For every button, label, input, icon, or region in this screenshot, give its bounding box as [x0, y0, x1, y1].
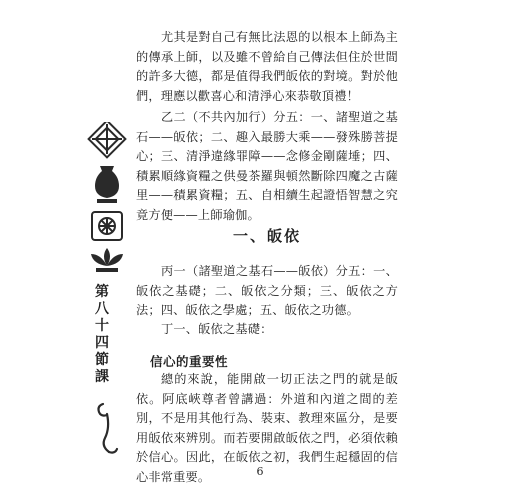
chapter-label [91, 284, 113, 386]
chapter-char: 八 [95, 301, 109, 317]
page-number: 6 [256, 465, 264, 478]
paragraph: 尤其是對自己有無比法恩的以根本上師為主的傳承上師，以及雖不曾給自己傳法但住於世間的許多大德，都是值得我們皈依的對境。對於他們，理應以歡喜心和清淨心來恭敬頂禮！ [136, 30, 398, 103]
scroll-ornament-icon [95, 400, 121, 456]
paragraph: 總的來說，能開啟一切正法之門的就是皈依。阿底峽尊者曾講過：外道和內道之間的差別，不是用其他行為、裝束、教理來區分，是要用皈依來辨別。而若要開啟皈依之門，必須依賴於信心。因此，在皈依之初，我們生起穩固的信心非常重要。 [136, 372, 398, 484]
chapter-char: 四 [95, 335, 109, 351]
chapter-char: 節 [95, 352, 109, 368]
chapter-char: 第 [95, 284, 109, 300]
chapter-char: 課 [95, 369, 109, 385]
paragraph: 乙二（不共內加行）分五：一、諸聖道之基石——皈依；二、趣入最勝大乘——發殊勝菩提心；三、清淨違緣罪障——念修金剛薩埵；四、積累順緣資糧之供曼茶羅與頓然斷除四魔之古薩里——積累資糧；五、自相續生起證悟智慧之究竟方便——上師瑜伽。 [136, 110, 398, 222]
subheading: 信心的重要性 [150, 354, 229, 369]
paragraph: 丁一、皈依之基礎： [161, 322, 273, 336]
chapter-char: 十 [95, 318, 109, 334]
decorative-ornament-strip [86, 122, 128, 282]
paragraph: 丙一（諸聖道之基石——皈依）分五：一、皈依之基礎；二、皈依之分類；三、皈依之方法；四、皈依之學處；五、皈依之功德。 [136, 264, 398, 318]
section-heading: 一、皈依 [232, 227, 301, 245]
